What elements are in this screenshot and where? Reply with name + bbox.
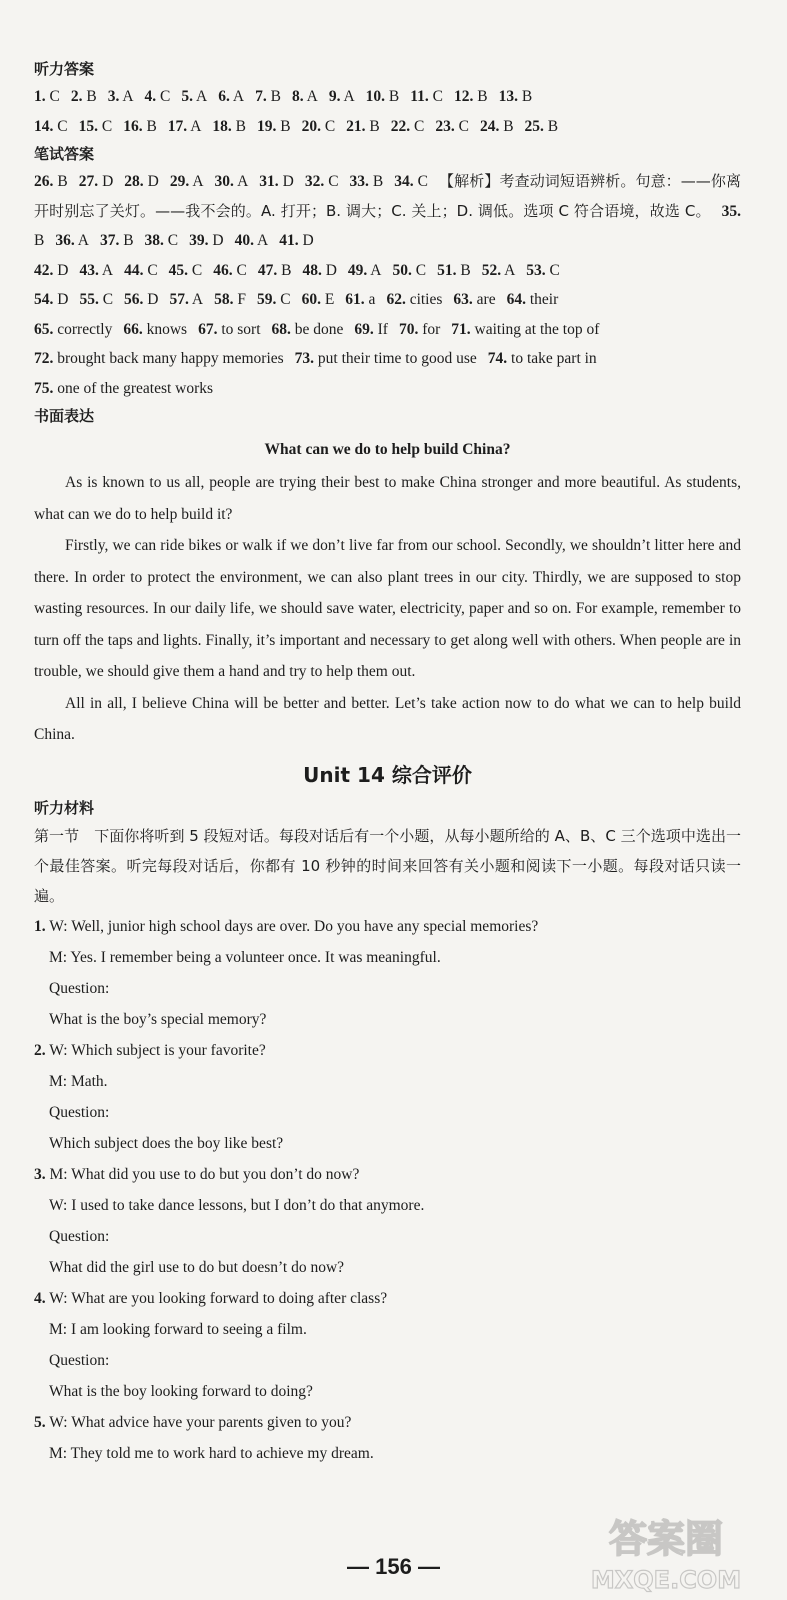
answer-item [79,173,114,190]
answer-value: C [417,173,428,190]
written-answers [34,256,741,404]
dialogue-text: W: I used to take dance lessons, but I don’t do that anymore. [49,1196,425,1214]
answer-item [345,291,375,308]
answer-number: 31. [259,173,279,190]
answer-value: C [102,291,114,308]
dialogue-text: What is the boy’s special memory? [49,1010,267,1028]
answer-number: 16. [123,117,143,135]
dialogue-text: M: Math. [49,1072,108,1090]
answer-number: 61. [345,291,365,308]
answer-value: B [57,173,68,190]
dialogue-number: 2. [34,1041,46,1059]
answer-number: 71. [451,320,471,338]
answer-number: 38. [144,232,164,249]
answer-line [34,112,741,142]
answer-item [100,232,134,249]
answer-value: B [388,88,400,105]
answer-number: 32. [304,173,325,190]
answer-value: D [147,291,159,308]
answer-number: 47. [257,261,278,279]
dialogue-list [34,911,741,1469]
answer-value: B [146,117,157,135]
written-answers-with-note [34,167,741,256]
answer-item [213,262,247,279]
dialogue-line [34,1314,741,1345]
answer-number: 57. [169,291,189,308]
answer-number: 7. [255,88,267,105]
dialogue-text: M: What did you use to do but you don’t do now? [49,1165,360,1183]
answer-number: 43. [79,261,99,279]
answer-item [257,118,291,135]
answer-item [292,88,318,105]
watermark-text-top: 答案圈 [608,1517,724,1561]
answer-number: 49. [347,261,368,279]
answer-number: 65. [34,320,54,338]
answer-item [34,380,213,397]
answer-value: B [270,88,281,105]
dialogue-line [34,1190,741,1221]
answer-item [394,173,428,190]
answer-item [34,291,68,308]
answer-value: C [167,232,179,249]
dialogue-line [34,942,741,973]
answer-value: D [282,173,294,190]
page-number: — 156 — [347,1554,440,1579]
answer-number: 72. [34,350,54,367]
answer-item [499,88,533,105]
answer-value: C [324,117,336,135]
answer-number: 23. [435,117,455,135]
answer-number: 9. [328,88,341,105]
dialogue-text: M: They told me to work hard to achieve my dream. [49,1444,374,1462]
answer-line [34,315,741,345]
answer-value: waiting at the top of [474,320,600,338]
essay-paragraph: Firstly, we can ride bikes or walk if we don’t live far from our school. Secondly, we shouldn’t litter here and there. In order to protect the environment, we can also plant trees in our city. Thirdly, we are supposed to stop wasting resources. In our daily life, we should save water, electricity, paper and so on. For example, remember to turn off the taps and lights. Finally, it’s important and necessary to get along well with others. When people are in trouble, we should give them a hand and try to help them out. [34,537,741,680]
answer-value: A [237,173,249,190]
answer-item [34,173,68,190]
answer-line [34,256,741,286]
answer-value: A [306,88,318,105]
answer-item [181,88,207,105]
answer-value: one of the greatest works [57,379,214,397]
answer-item [255,88,281,105]
answer-item [34,118,68,135]
dialogue-line [34,973,741,1004]
answer-item [435,118,469,135]
dialogue-line [34,1159,741,1190]
dialogue-item [34,1407,741,1469]
answer-number: 3. [107,88,120,105]
answer-item [302,262,336,279]
answer-value: A [101,261,114,279]
answer-number: 13. [498,88,518,105]
answer-item [295,350,477,367]
dialogue-text: W: Which subject is your favorite? [49,1041,266,1059]
answer-value: B [372,173,384,190]
answer-value: a [368,291,376,308]
answer-item [410,88,443,105]
answer-number: 1. [34,88,46,105]
dialogue-line [34,1035,741,1066]
answer-number: 50. [392,261,412,279]
answer-number: 55. [79,291,99,308]
answer-item [354,321,388,338]
answer-value: C [147,261,158,279]
dialogue-text: M: Yes. I remember being a volunteer once. It was meaningful. [49,948,441,966]
answer-item [218,88,244,105]
answer-number: 63. [453,291,473,308]
dialogue-line [34,1407,741,1438]
answer-item [453,291,495,308]
answer-value: If [377,320,388,338]
answer-item [386,291,442,308]
answer-number: 19. [256,117,277,135]
dialogue-number: 3. [34,1165,46,1183]
answer-number: 39. [189,232,209,249]
answer-item [525,118,559,135]
dialogue-item [34,1283,741,1407]
answer-value: C [57,117,68,135]
answer-number: 58. [214,291,234,308]
answer-number: 51. [437,261,457,279]
answer-item [198,321,260,338]
answer-value: C [458,117,469,135]
answer-item [79,291,113,308]
answer-value: E [324,291,335,308]
dialogue-number: 1. [34,917,46,935]
answer-number: 48. [302,261,322,279]
answer-item [235,232,269,249]
answer-item [454,88,488,105]
answer-item [507,291,559,308]
answer-item [437,262,471,279]
answer-number: 68. [271,320,291,338]
essay-paragraph: As is known to us all, people are trying their best to make China stronger and more beautiful. As students, what can we do to help build it? [34,474,741,523]
answer-item [71,88,97,105]
answer-number: 64. [506,291,526,308]
dialogue-text: Which subject does the boy like best? [49,1134,284,1152]
dialogue-line [34,1004,741,1035]
answer-item [399,321,440,338]
answer-item [124,262,158,279]
answer-value: B [547,117,559,135]
listening-material-heading: 听力材料 [34,798,95,817]
answer-item [34,321,112,338]
answer-item [34,350,284,367]
answer-number: 33. [349,173,369,190]
answer-item [480,118,514,135]
answer-value: be done [294,320,344,338]
answer-value: F [237,291,246,308]
answer-value: their [529,291,559,308]
answer-value: put their time to good use [317,350,477,367]
answer-item [108,88,134,105]
answer-number: 30. [214,173,234,190]
answer-number: 2. [70,88,83,105]
answer-line [34,374,741,404]
answer-number: 26. [34,173,54,190]
answer-number: 36. [55,232,75,249]
answer-number: 27. [78,173,99,190]
dialogue-text: W: What advice have your parents given to you? [49,1413,352,1431]
answer-item [124,291,158,308]
answer-item [170,173,204,190]
answer-item [34,88,60,105]
written-answers-heading: 笔试答案 [34,145,95,163]
answer-item [124,173,159,190]
answer-item [451,321,599,338]
dialogue-line [34,1376,741,1407]
answer-item [366,88,400,105]
answer-value: C [328,173,339,190]
dialogue-line [34,1066,741,1097]
answer-value: A [370,261,382,279]
answer-number: 41. [279,232,299,249]
dialogue-text: M: I am looking forward to seeing a film. [49,1320,307,1338]
answer-item [302,291,335,308]
dialogue-text: Question: [49,1103,110,1121]
dialogue-text: Question: [49,1227,110,1245]
answer-number: 34. [394,173,414,190]
answer-value: C [415,261,427,279]
answer-item [259,173,294,190]
dialogue-number: 5. [34,1413,46,1431]
answer-number: 20. [301,117,321,135]
answer-value: C [191,261,203,279]
answer-value: C [414,117,425,135]
answer-value: A [122,88,134,105]
answer-value: B [369,117,380,135]
dialogue-text: Question: [49,979,110,997]
answer-item [169,262,203,279]
unit-title: Unit 14 综合评价 [303,762,472,787]
answer-value: cities [409,291,443,308]
answer-number: 4. [144,88,157,105]
answer-number: 60. [301,291,321,308]
answer-item [391,118,425,135]
answer-value: B [34,232,45,249]
answer-value: A [190,117,202,135]
essay-title: What can we do to help build China? [264,441,511,458]
answer-number: 59. [256,291,277,308]
answer-value: to sort [221,320,261,338]
dialogue-text: W: What are you looking forward to doing after class? [49,1289,388,1307]
answer-value: A [232,88,245,105]
answer-number: 75. [34,379,54,397]
answer-item [482,262,516,279]
answer-value: B [235,117,246,135]
answer-value: correctly [57,320,113,338]
dialogue-line [34,911,741,942]
listening-answers-heading: 听力答案 [34,60,95,78]
dialogue-text: Question: [49,1351,110,1369]
answer-item [34,262,68,279]
answer-number: 52. [481,261,502,279]
answer-number: 5. [181,88,194,105]
section-instruction: 第一节 下面你将听到 5 段短对话。每段对话后有一个小题，从每小题所给的 A、B、C 三个选项中选出一个最佳答案。听完每段对话后，你都有 10 秒钟的时间来回答有关小题和阅读下一小题。每段对话只读一遍。 [34,826,741,905]
answer-value: A [343,88,355,105]
answer-number: 66. [123,320,143,338]
listening-answers [34,82,741,141]
answer-number: 15. [78,117,98,135]
answer-value: knows [146,320,188,338]
answer-value: D [102,173,114,190]
answer-number: 73. [294,350,315,367]
answer-number: 21. [346,117,366,135]
essay-paragraph: All in all, I believe China will be better and better. Let’s take action now to do what we can to help build China. [34,694,741,743]
answer-value: A [77,232,89,249]
answer-value: A [504,261,516,279]
answer-value: B [281,261,292,279]
answer-item [258,262,292,279]
answer-value: D [325,261,337,279]
answer-number: 42. [34,261,54,279]
answer-item [55,232,89,249]
dialogue-number: 4. [34,1289,46,1307]
answer-value: to take part in [511,350,597,367]
dialogue-item [34,1159,741,1283]
answer-item [145,232,179,249]
answer-number: 45. [168,261,189,279]
answer-value: brought back many happy memories [57,350,284,367]
answer-explanation: 【解析】考查动词短语辨析。句意：——你离开时别忘了关灯。——我不会的。A. 打开；B. 调大；C. 关上；D. 调低。选项 C 符合语境，故选 C。 [34,172,741,220]
answer-value: B [86,88,97,105]
answer-value: D [302,232,314,249]
answer-line [34,344,741,374]
dialogue-line [34,1097,741,1128]
answer-number: 67. [198,320,218,338]
answer-item [79,262,113,279]
answer-item [123,321,187,338]
watermark-logo [554,1508,779,1596]
answer-item [79,118,113,135]
answer-value: C [280,291,291,308]
writing-heading: 书面表达 [34,407,95,425]
answer-line [34,285,741,315]
answer-number: 10. [365,88,386,105]
answer-number: 14. [34,117,54,135]
answer-item [305,173,339,190]
answer-number: 46. [213,261,233,279]
answer-value: B [477,88,488,105]
answer-item [212,118,246,135]
answer-number: 24. [479,117,500,135]
answer-item [168,118,202,135]
answer-number: 6. [218,88,230,105]
dialogue-item [34,1035,741,1159]
answer-number: 8. [291,88,304,105]
answer-number: 22. [390,117,411,135]
watermark-text-bottom: MXQE.COM [590,1566,742,1594]
answer-number: 29. [169,173,190,190]
answer-number: 54. [34,291,54,308]
answer-number: 70. [398,320,419,338]
answer-item [145,88,171,105]
answer-number: 17. [167,117,188,135]
answer-line [34,82,741,112]
answer-number: 44. [124,261,144,279]
answer-item [526,262,560,279]
dialogue-text: W: Well, junior high school days are over. Do you have any special memories? [49,917,539,935]
answer-number: 12. [454,88,474,105]
answer-value: B [460,261,471,279]
answer-value: B [280,117,291,135]
answer-item [279,232,313,249]
answer-number: 69. [354,320,374,338]
answer-item [346,118,380,135]
answer-number: 53. [526,261,546,279]
answer-item [488,350,597,367]
answer-value: D [212,232,224,249]
answer-value: B [521,88,533,105]
answer-number: 56. [124,291,144,308]
answer-number: 11. [410,88,429,105]
answer-item [123,118,157,135]
answer-item [215,173,249,190]
dialogue-text: What is the boy looking forward to doing? [49,1382,313,1400]
answer-value: C [236,261,247,279]
answer-number: 18. [212,117,232,135]
answer-number: 35. [721,202,741,220]
answer-value: A [192,173,204,190]
answer-number: 40. [234,232,254,249]
dialogue-text: What did the girl use to do but doesn’t do now? [49,1258,345,1276]
dialogue-line [34,1221,741,1252]
dialogue-line [34,1252,741,1283]
answer-item [393,262,427,279]
answer-value: C [432,88,444,105]
answer-value: C [549,261,560,279]
answer-value: A [191,291,204,308]
answer-number: 74. [487,350,508,367]
dialogue-line [34,1438,741,1469]
answer-value: for [422,320,441,338]
answer-item [350,173,384,190]
answer-value: D [57,291,69,308]
dialogue-line [34,1345,741,1376]
answer-value: C [160,88,171,105]
answer-item [170,291,204,308]
answer-item [257,291,291,308]
answer-item [272,321,344,338]
dialogue-line [34,1283,741,1314]
answer-number: 37. [99,232,120,249]
answer-number: 25. [524,117,544,135]
answer-value: are [476,291,496,308]
answer-item [348,262,382,279]
dialogue-line [34,1128,741,1159]
answer-item [189,232,223,249]
answer-item [302,118,336,135]
answer-value: D [57,261,69,279]
answer-value: B [503,117,514,135]
answer-number: 62. [386,291,406,308]
dialogue-item [34,911,741,1035]
answer-value: B [123,232,134,249]
answer-value: D [147,173,159,190]
answer-number: 28. [124,173,144,190]
answer-item [329,88,355,105]
answer-value: A [196,88,208,105]
answer-value: C [49,88,60,105]
answer-item [214,291,246,308]
answer-value: A [257,232,269,249]
answer-value: C [101,117,113,135]
